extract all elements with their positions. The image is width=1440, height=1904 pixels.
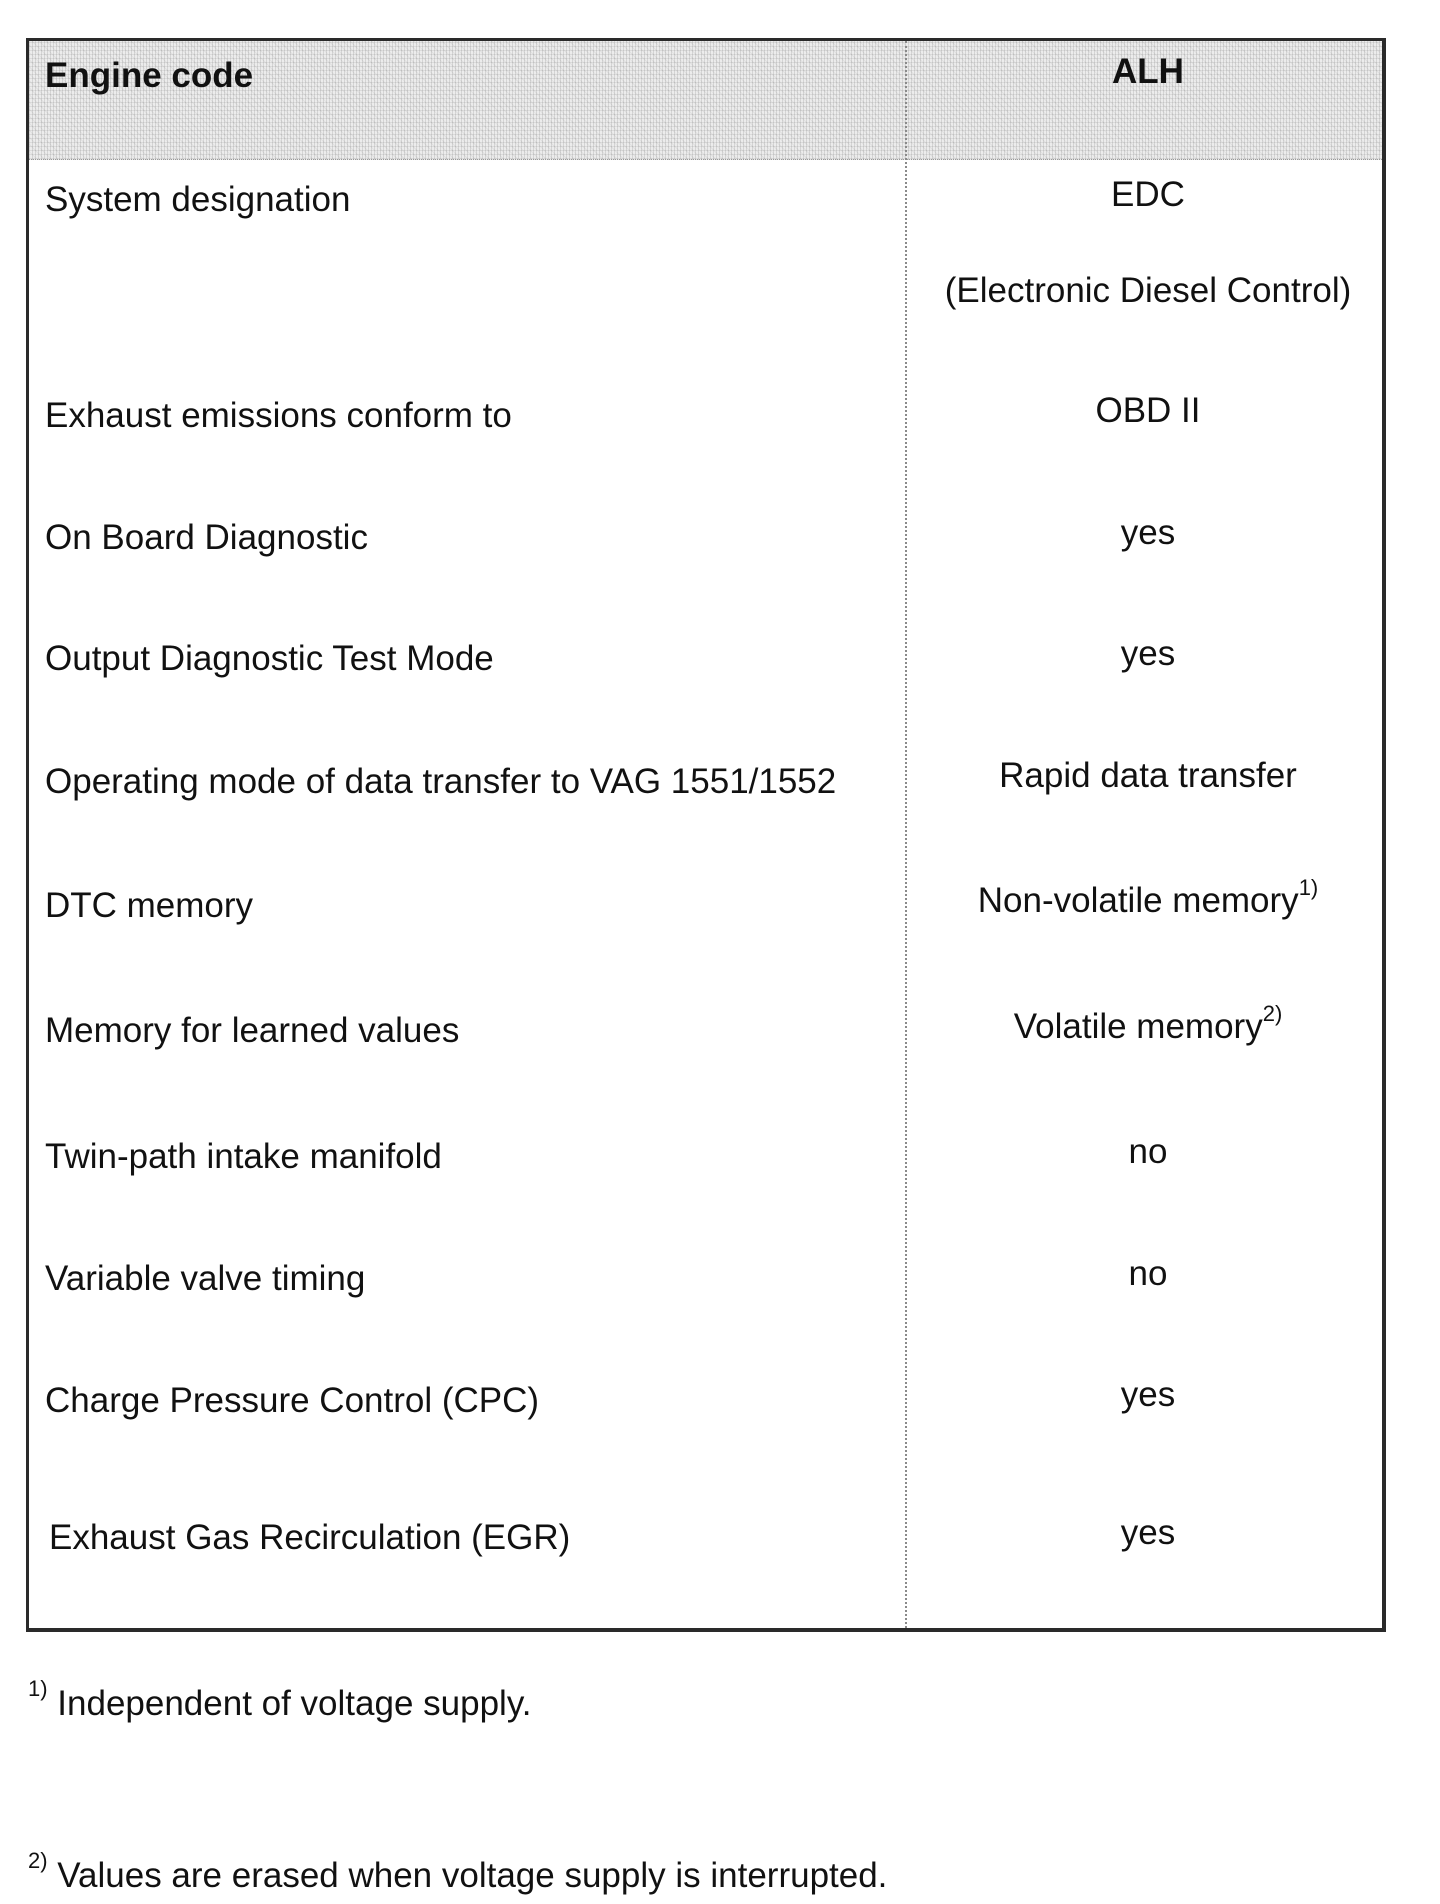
row-label-exhaust-gas-recirculation: Exhaust Gas Recirculation (EGR) — [49, 1518, 571, 1557]
row-value-exhaust-emissions: OBD II — [1095, 391, 1201, 430]
row-label-learned-values-memory: Memory for learned values — [45, 1011, 460, 1050]
row-label-dtc-memory: DTC memory — [45, 886, 254, 925]
row-label-data-transfer-mode: Operating mode of data transfer to VAG 1551/1552 — [45, 762, 837, 801]
row-value-charge-pressure-control: yes — [1120, 1375, 1176, 1414]
row-label-system-designation: System designation — [45, 180, 351, 219]
footnote-ref-1: 1) — [1298, 875, 1319, 901]
row-value-dtc-memory-text: Non-volatile memory — [977, 881, 1299, 920]
row-label-exhaust-emissions: Exhaust emissions conform to — [45, 396, 512, 435]
row-value-data-transfer-mode: Rapid data transfer — [999, 756, 1297, 795]
row-label-on-board-diagnostic: On Board Diagnostic — [45, 518, 368, 557]
row-value-dtc-memory — [909, 875, 1387, 921]
footnote-1-marker: 1) — [28, 1676, 48, 1702]
footnote-1-text: Independent of voltage supply. — [47, 1684, 532, 1723]
row-label-charge-pressure-control: Charge Pressure Control (CPC) — [45, 1381, 540, 1420]
row-label-twin-path-intake: Twin-path intake manifold — [45, 1137, 442, 1176]
row-label-variable-valve-timing: Variable valve timing — [45, 1259, 366, 1298]
footnote-ref-2: 2) — [1262, 1001, 1283, 1027]
header-label: Engine code — [45, 56, 254, 95]
row-value-on-board-diagnostic: yes — [1120, 513, 1176, 552]
row-label-output-diagnostic-test-mode: Output Diagnostic Test Mode — [45, 639, 494, 678]
row-value-learned-values-memory-text: Volatile memory — [1013, 1007, 1263, 1046]
row-value-twin-path-intake: no — [1128, 1132, 1168, 1171]
engine-spec-table — [26, 38, 1386, 1632]
header-value: ALH — [1112, 52, 1184, 91]
footnote-2-text: Values are erased when voltage supply is interrupted. — [47, 1856, 888, 1895]
row-value-learned-values-memory — [909, 1001, 1387, 1047]
footnote-2 — [28, 1848, 888, 1896]
column-divider — [905, 41, 907, 1628]
footnote-1 — [28, 1676, 532, 1724]
row-value-system-designation: EDC — [1111, 175, 1185, 214]
footnote-2-marker: 2) — [28, 1848, 48, 1874]
row-value-exhaust-gas-recirculation: yes — [1120, 1513, 1176, 1552]
row-value-output-diagnostic-test-mode: yes — [1120, 634, 1176, 673]
row-value-system-designation-detail: (Electronic Diesel Control) — [944, 271, 1352, 310]
row-value-variable-valve-timing: no — [1128, 1254, 1168, 1293]
